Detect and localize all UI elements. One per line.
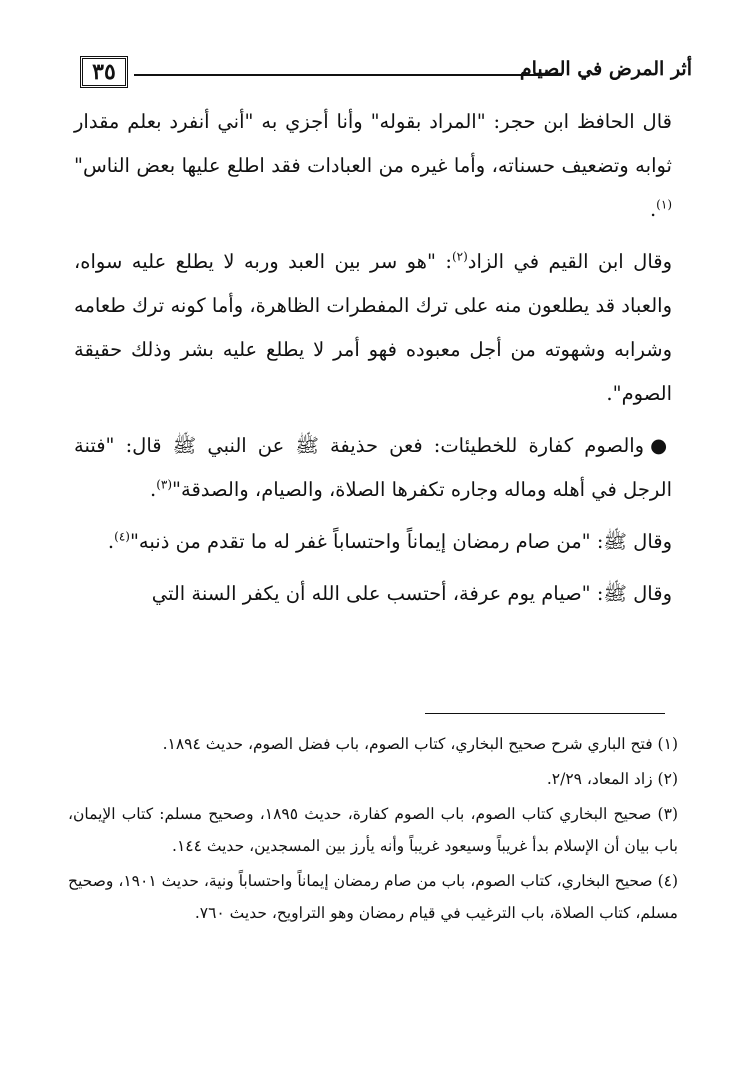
running-title: أثر المرض في الصيام <box>519 58 692 80</box>
paragraph-ramadan-hadith: وقال ﷺ: "من صام رمضان إيماناً واحتساباً غفر له ما تقدم من ذنبه"$^{(٤)}$. <box>107 529 672 553</box>
page-header <box>72 52 692 96</box>
footnote-ref: (٣) <box>156 477 173 492</box>
paragraph-text: وقال ﷺ: "من صام رمضان إيماناً واحتساباً غفر له ما تقدم من ذنبه" <box>129 530 672 553</box>
paragraph-ibn-hajar: قال الحافظ ابن حجر: "المراد بقوله" وأنا أجزي به "أني أنفرد بعلم مقدار ثوابه وتضعيف حسناته، وأما غيره من العبادات فقد اطلع عليها بعض الناس"$^{(١)}$. <box>74 110 672 221</box>
paragraph-text: قال الحافظ ابن حجر: "المراد بقوله" وأنا أجزي به "أني أنفرد بعلم مقدار ثوابه وتضعيف حسناته، وأما غيره من العبادات فقد اطلع عليها بعض الناس" <box>74 110 672 177</box>
paragraph-text: والصوم كفارة للخطيئات: فعن حذيفة ﷺ عن النبي ﷺ قال: "فتنة الرجل في أهله وماله وجاره تكفرها الصلاة، والصيام، والصدقة" <box>74 434 672 501</box>
footnote-1: (١) فتح الباري شرح صحيح البخاري، كتاب الصوم، باب فضل الصوم، حديث ١٨٩٤. <box>162 735 678 753</box>
footnote-ref: (٤) <box>114 529 130 544</box>
footnote-2: (٢) زاد المعاد، ٢/٢٩. <box>546 770 678 788</box>
paragraph-expiation: ●والصوم كفارة للخطيئات: فعن حذيفة ﷺ عن النبي ﷺ قال: "فتنة الرجل في أهله وماله وجاره تكفرها الصلاة، والصيام، والصدقة"$^{(٣)}$. <box>74 434 672 501</box>
footnote-ref: (١) <box>656 197 672 212</box>
header-rule <box>134 74 562 76</box>
footnote-separator <box>425 713 665 714</box>
paragraph-text: وقال ﷺ: "صيام يوم عرفة، أحتسب على الله أن يكفر السنة التي <box>151 582 672 605</box>
bullet-icon: ● <box>650 434 672 457</box>
paragraph-text: وقال ابن القيم في الزاد <box>467 250 672 273</box>
paragraph-text: : "هو سر بين العبد وربه لا يطلع عليه سواه، والعباد قد يطلعون منه على ترك المفطرات الظاهرة، وأما كونه ترك طعامه وشرابه وشهوته من أجل معبوده فهو أمر لا يطلع عليه بشر وذلك حقيقة الصوم". <box>74 250 672 405</box>
paragraph-ibn-qayyim <box>74 240 672 416</box>
footnote-3: (٣) صحيح البخاري كتاب الصوم، باب الصوم كفارة، حديث ١٨٩٥، وصحيح مسلم: كتاب الإيمان، باب بيان أن الإسلام بدأ غريباً وسيعود غريباً وأنه يأرز بين المسجدين، حديث ١٤٤. <box>68 805 678 855</box>
main-text <box>74 100 672 624</box>
page-number: ٣٥ <box>80 56 128 88</box>
footnote-ref: (٢) <box>451 249 468 264</box>
footnotes <box>68 728 678 932</box>
paragraph-arafah-hadith <box>74 572 672 616</box>
footnote-4: (٤) صحيح البخاري، كتاب الصوم، باب من صام رمضان إيماناً واحتساباً ونية، حديث ١٩٠١، وصحيح مسلم، كتاب الصلاة، باب الترغيب في قيام رمضان وهو التراويح، حديث ٧٦٠. <box>68 872 679 922</box>
